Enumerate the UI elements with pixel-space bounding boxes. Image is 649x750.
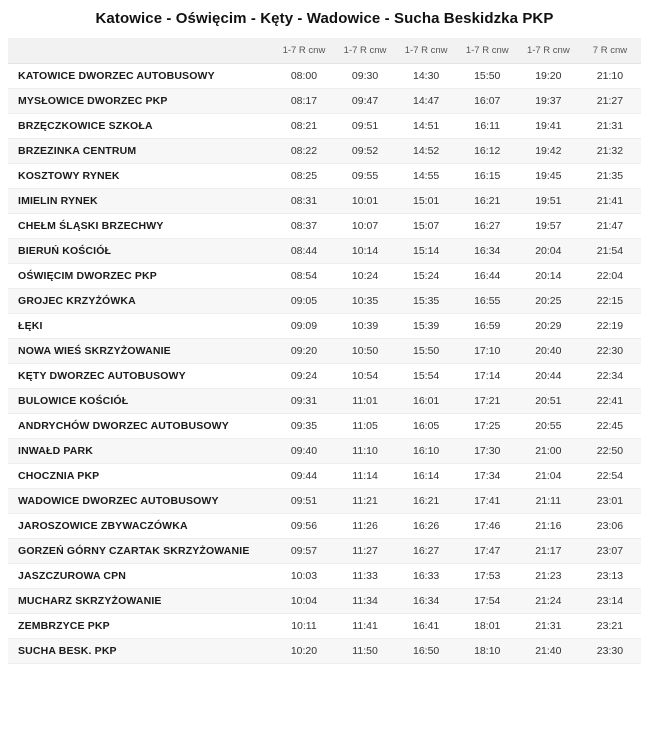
departure-time: 22:19: [579, 314, 641, 339]
departure-time: 08:21: [273, 114, 334, 139]
departure-time: 08:17: [273, 89, 334, 114]
stop-name: INWAŁD PARK: [8, 439, 273, 464]
departure-time: 21:40: [518, 639, 579, 664]
departure-time: 11:01: [335, 389, 396, 414]
stop-name: ŁĘKI: [8, 314, 273, 339]
table-row: [8, 639, 641, 664]
header-row: [8, 38, 641, 64]
departure-time: 20:44: [518, 364, 579, 389]
timetable-body: [8, 64, 641, 664]
departure-time: 08:25: [273, 164, 334, 189]
table-row: [8, 239, 641, 264]
departure-time: 17:25: [457, 414, 518, 439]
departure-time: 21:27: [579, 89, 641, 114]
table-row: [8, 564, 641, 589]
departure-time: 22:45: [579, 414, 641, 439]
stop-name: GORZEŃ GÓRNY CZARTAK SKRZYŻOWANIE: [8, 539, 273, 564]
departure-time: 21:16: [518, 514, 579, 539]
column-header-course-4: 1-7 R cnw: [457, 38, 518, 64]
departure-time: 16:26: [396, 514, 457, 539]
departure-time: 10:24: [335, 264, 396, 289]
departure-time: 09:05: [273, 289, 334, 314]
departure-time: 11:50: [335, 639, 396, 664]
page-title: Katowice - Oświęcim - Kęty - Wadowice - Sucha Beskidzka PKP: [95, 10, 554, 27]
departure-time: 17:10: [457, 339, 518, 364]
departure-time: 21:32: [579, 139, 641, 164]
column-header-course-1: 1-7 R cnw: [273, 38, 334, 64]
departure-time: 21:24: [518, 589, 579, 614]
departure-time: 19:41: [518, 114, 579, 139]
departure-time: 20:14: [518, 264, 579, 289]
stop-name: KATOWICE DWORZEC AUTOBUSOWY: [8, 64, 273, 89]
departure-time: 16:44: [457, 264, 518, 289]
departure-time: 08:44: [273, 239, 334, 264]
departure-time: 20:55: [518, 414, 579, 439]
departure-time: 09:55: [335, 164, 396, 189]
departure-time: 16:15: [457, 164, 518, 189]
departure-time: 19:42: [518, 139, 579, 164]
table-row: [8, 64, 641, 89]
departure-time: 16:27: [457, 214, 518, 239]
departure-time: 08:37: [273, 214, 334, 239]
departure-time: 14:47: [396, 89, 457, 114]
departure-time: 16:12: [457, 139, 518, 164]
departure-time: 08:31: [273, 189, 334, 214]
departure-time: 16:05: [396, 414, 457, 439]
departure-time: 08:00: [273, 64, 334, 89]
stop-name: BIERUŃ KOŚCIÓŁ: [8, 239, 273, 264]
departure-time: 16:14: [396, 464, 457, 489]
departure-time: 21:41: [579, 189, 641, 214]
column-header-stop: [8, 38, 273, 64]
departure-time: 19:37: [518, 89, 579, 114]
departure-time: 11:05: [335, 414, 396, 439]
departure-time: 21:35: [579, 164, 641, 189]
departure-time: 11:10: [335, 439, 396, 464]
stop-name: CHEŁM ŚLĄSKI BRZECHWY: [8, 214, 273, 239]
departure-time: 18:01: [457, 614, 518, 639]
stop-name: JASZCZUROWA CPN: [8, 564, 273, 589]
departure-time: 14:51: [396, 114, 457, 139]
stop-name: MUCHARZ SKRZYŻOWANIE: [8, 589, 273, 614]
departure-time: 15:54: [396, 364, 457, 389]
table-row: [8, 289, 641, 314]
departure-time: 08:22: [273, 139, 334, 164]
departure-time: 14:30: [396, 64, 457, 89]
departure-time: 21:54: [579, 239, 641, 264]
stop-name: GROJEC KRZYŻÓWKA: [8, 289, 273, 314]
table-row: [8, 439, 641, 464]
departure-time: 09:51: [335, 114, 396, 139]
departure-time: 16:34: [396, 589, 457, 614]
departure-time: 10:01: [335, 189, 396, 214]
departure-time: 16:21: [457, 189, 518, 214]
departure-time: 15:50: [396, 339, 457, 364]
departure-time: 17:47: [457, 539, 518, 564]
departure-time: 16:11: [457, 114, 518, 139]
departure-time: 15:35: [396, 289, 457, 314]
departure-time: 17:21: [457, 389, 518, 414]
table-row: [8, 339, 641, 364]
departure-time: 10:11: [273, 614, 334, 639]
stop-name: OŚWIĘCIM DWORZEC PKP: [8, 264, 273, 289]
departure-time: 18:10: [457, 639, 518, 664]
stop-name: BRZĘCZKOWICE SZKOŁA: [8, 114, 273, 139]
stop-name: NOWA WIEŚ SKRZYŻOWANIE: [8, 339, 273, 364]
departure-time: 15:50: [457, 64, 518, 89]
departure-time: 23:30: [579, 639, 641, 664]
column-header-course-5: 1-7 R cnw: [518, 38, 579, 64]
departure-time: 16:21: [396, 489, 457, 514]
departure-time: 17:34: [457, 464, 518, 489]
departure-time: 16:01: [396, 389, 457, 414]
departure-time: 17:46: [457, 514, 518, 539]
table-row: [8, 489, 641, 514]
departure-time: 15:24: [396, 264, 457, 289]
departure-time: 10:20: [273, 639, 334, 664]
departure-time: 21:23: [518, 564, 579, 589]
departure-time: 09:56: [273, 514, 334, 539]
departure-time: 23:14: [579, 589, 641, 614]
stop-name: SUCHA BESK. PKP: [8, 639, 273, 664]
departure-time: 22:30: [579, 339, 641, 364]
departure-time: 11:14: [335, 464, 396, 489]
departure-time: 19:45: [518, 164, 579, 189]
departure-time: 21:17: [518, 539, 579, 564]
departure-time: 10:35: [335, 289, 396, 314]
departure-time: 19:57: [518, 214, 579, 239]
departure-time: 21:47: [579, 214, 641, 239]
stop-name: BULOWICE KOŚCIÓŁ: [8, 389, 273, 414]
departure-time: 15:07: [396, 214, 457, 239]
table-row: [8, 539, 641, 564]
departure-time: 11:33: [335, 564, 396, 589]
departure-time: 17:30: [457, 439, 518, 464]
departure-time: 22:04: [579, 264, 641, 289]
departure-time: 09:35: [273, 414, 334, 439]
stop-name: JAROSZOWICE ZBYWACZÓWKA: [8, 514, 273, 539]
stop-name: ANDRYCHÓW DWORZEC AUTOBUSOWY: [8, 414, 273, 439]
departure-time: 20:40: [518, 339, 579, 364]
table-row: [8, 164, 641, 189]
departure-time: 22:34: [579, 364, 641, 389]
departure-time: 16:50: [396, 639, 457, 664]
stop-name: KĘTY DWORZEC AUTOBUSOWY: [8, 364, 273, 389]
departure-time: 21:00: [518, 439, 579, 464]
departure-time: 08:54: [273, 264, 334, 289]
departure-time: 09:51: [273, 489, 334, 514]
departure-time: 11:26: [335, 514, 396, 539]
departure-time: 16:34: [457, 239, 518, 264]
departure-time: 10:14: [335, 239, 396, 264]
departure-time: 22:50: [579, 439, 641, 464]
table-row: [8, 314, 641, 339]
departure-time: 16:27: [396, 539, 457, 564]
table-row: [8, 214, 641, 239]
column-header-course-2: 1-7 R cnw: [335, 38, 396, 64]
column-header-course-3: 1-7 R cnw: [396, 38, 457, 64]
departure-time: 15:14: [396, 239, 457, 264]
timetable-header: [8, 38, 641, 64]
departure-time: 22:15: [579, 289, 641, 314]
departure-time: 16:41: [396, 614, 457, 639]
stop-name: MYSŁOWICE DWORZEC PKP: [8, 89, 273, 114]
departure-time: 23:01: [579, 489, 641, 514]
timetable: [8, 38, 641, 664]
departure-time: 14:52: [396, 139, 457, 164]
departure-time: 23:06: [579, 514, 641, 539]
departure-time: 09:09: [273, 314, 334, 339]
departure-time: 19:51: [518, 189, 579, 214]
departure-time: 09:52: [335, 139, 396, 164]
departure-time: 21:11: [518, 489, 579, 514]
departure-time: 09:47: [335, 89, 396, 114]
table-row: [8, 264, 641, 289]
stop-name: WADOWICE DWORZEC AUTOBUSOWY: [8, 489, 273, 514]
departure-time: 09:20: [273, 339, 334, 364]
table-row: [8, 514, 641, 539]
departure-time: 17:54: [457, 589, 518, 614]
departure-time: 16:07: [457, 89, 518, 114]
column-header-course-6: 7 R cnw: [579, 38, 641, 64]
table-row: [8, 614, 641, 639]
departure-time: 16:33: [396, 564, 457, 589]
departure-time: 11:34: [335, 589, 396, 614]
departure-time: 10:50: [335, 339, 396, 364]
departure-time: 20:29: [518, 314, 579, 339]
departure-time: 09:30: [335, 64, 396, 89]
departure-time: 17:53: [457, 564, 518, 589]
departure-time: 20:51: [518, 389, 579, 414]
departure-time: 19:20: [518, 64, 579, 89]
stop-name: KOSZTOWY RYNEK: [8, 164, 273, 189]
departure-time: 23:13: [579, 564, 641, 589]
table-row: [8, 189, 641, 214]
departure-time: 20:25: [518, 289, 579, 314]
departure-time: 21:31: [579, 114, 641, 139]
departure-time: 15:01: [396, 189, 457, 214]
departure-time: 10:07: [335, 214, 396, 239]
departure-time: 10:54: [335, 364, 396, 389]
departure-time: 16:55: [457, 289, 518, 314]
table-row: [8, 114, 641, 139]
table-row: [8, 589, 641, 614]
table-row: [8, 139, 641, 164]
departure-time: 17:41: [457, 489, 518, 514]
departure-time: 16:59: [457, 314, 518, 339]
departure-time: 11:27: [335, 539, 396, 564]
departure-time: 21:31: [518, 614, 579, 639]
departure-time: 20:04: [518, 239, 579, 264]
departure-time: 23:21: [579, 614, 641, 639]
stop-name: ZEMBRZYCE PKP: [8, 614, 273, 639]
departure-time: 10:39: [335, 314, 396, 339]
departure-time: 15:39: [396, 314, 457, 339]
table-row: [8, 389, 641, 414]
stop-name: BRZEZINKA CENTRUM: [8, 139, 273, 164]
departure-time: 23:07: [579, 539, 641, 564]
departure-time: 21:10: [579, 64, 641, 89]
departure-time: 14:55: [396, 164, 457, 189]
stop-name: CHOCZNIA PKP: [8, 464, 273, 489]
table-row: [8, 414, 641, 439]
departure-time: 09:40: [273, 439, 334, 464]
departure-time: 22:54: [579, 464, 641, 489]
departure-time: 10:04: [273, 589, 334, 614]
departure-time: 21:04: [518, 464, 579, 489]
departure-time: 09:24: [273, 364, 334, 389]
table-row: [8, 89, 641, 114]
departure-time: 10:03: [273, 564, 334, 589]
departure-time: 09:31: [273, 389, 334, 414]
departure-time: 11:21: [335, 489, 396, 514]
departure-time: 09:44: [273, 464, 334, 489]
table-row: [8, 464, 641, 489]
departure-time: 16:10: [396, 439, 457, 464]
table-row: [8, 364, 641, 389]
departure-time: 22:41: [579, 389, 641, 414]
stop-name: IMIELIN RYNEK: [8, 189, 273, 214]
departure-time: 17:14: [457, 364, 518, 389]
departure-time: 11:41: [335, 614, 396, 639]
departure-time: 09:57: [273, 539, 334, 564]
